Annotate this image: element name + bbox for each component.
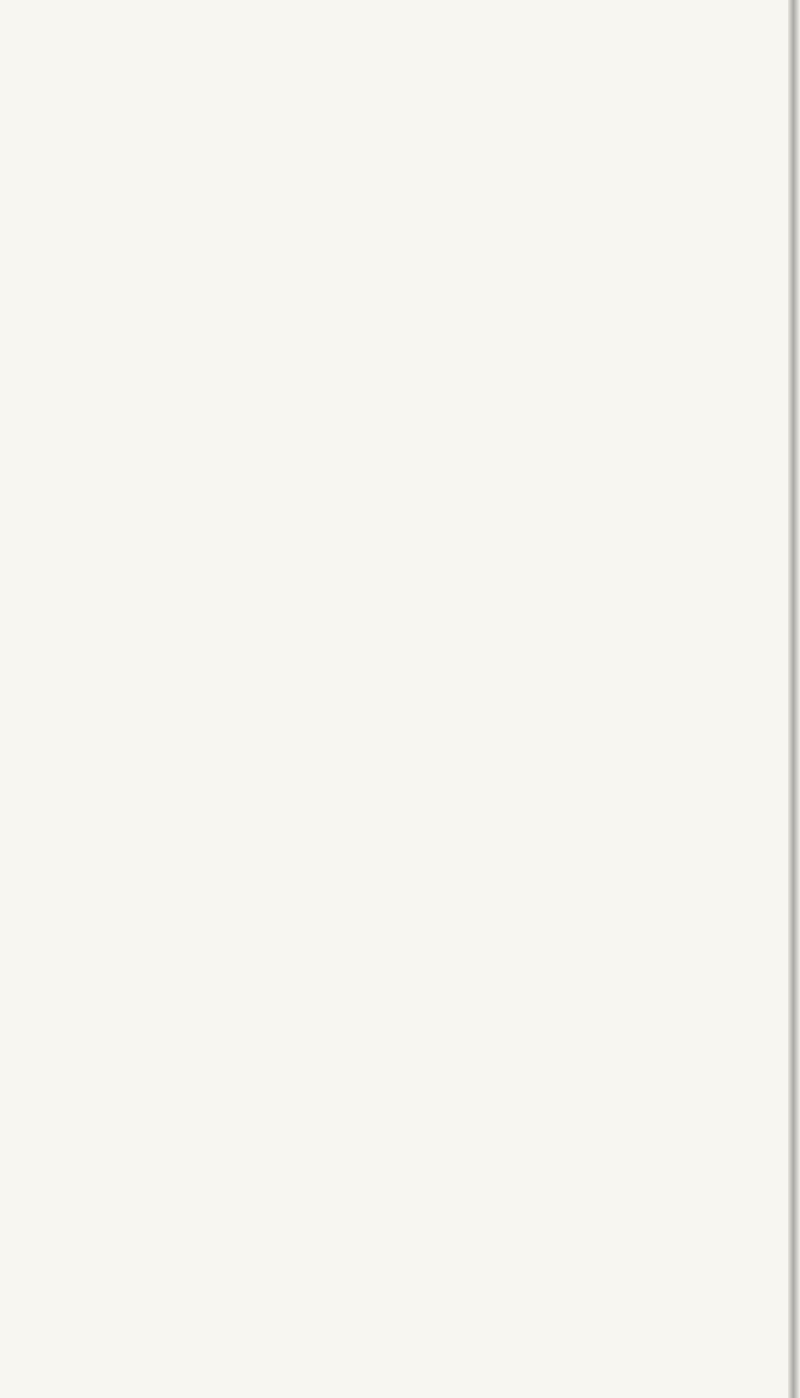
scan-edge: [788, 0, 800, 1398]
